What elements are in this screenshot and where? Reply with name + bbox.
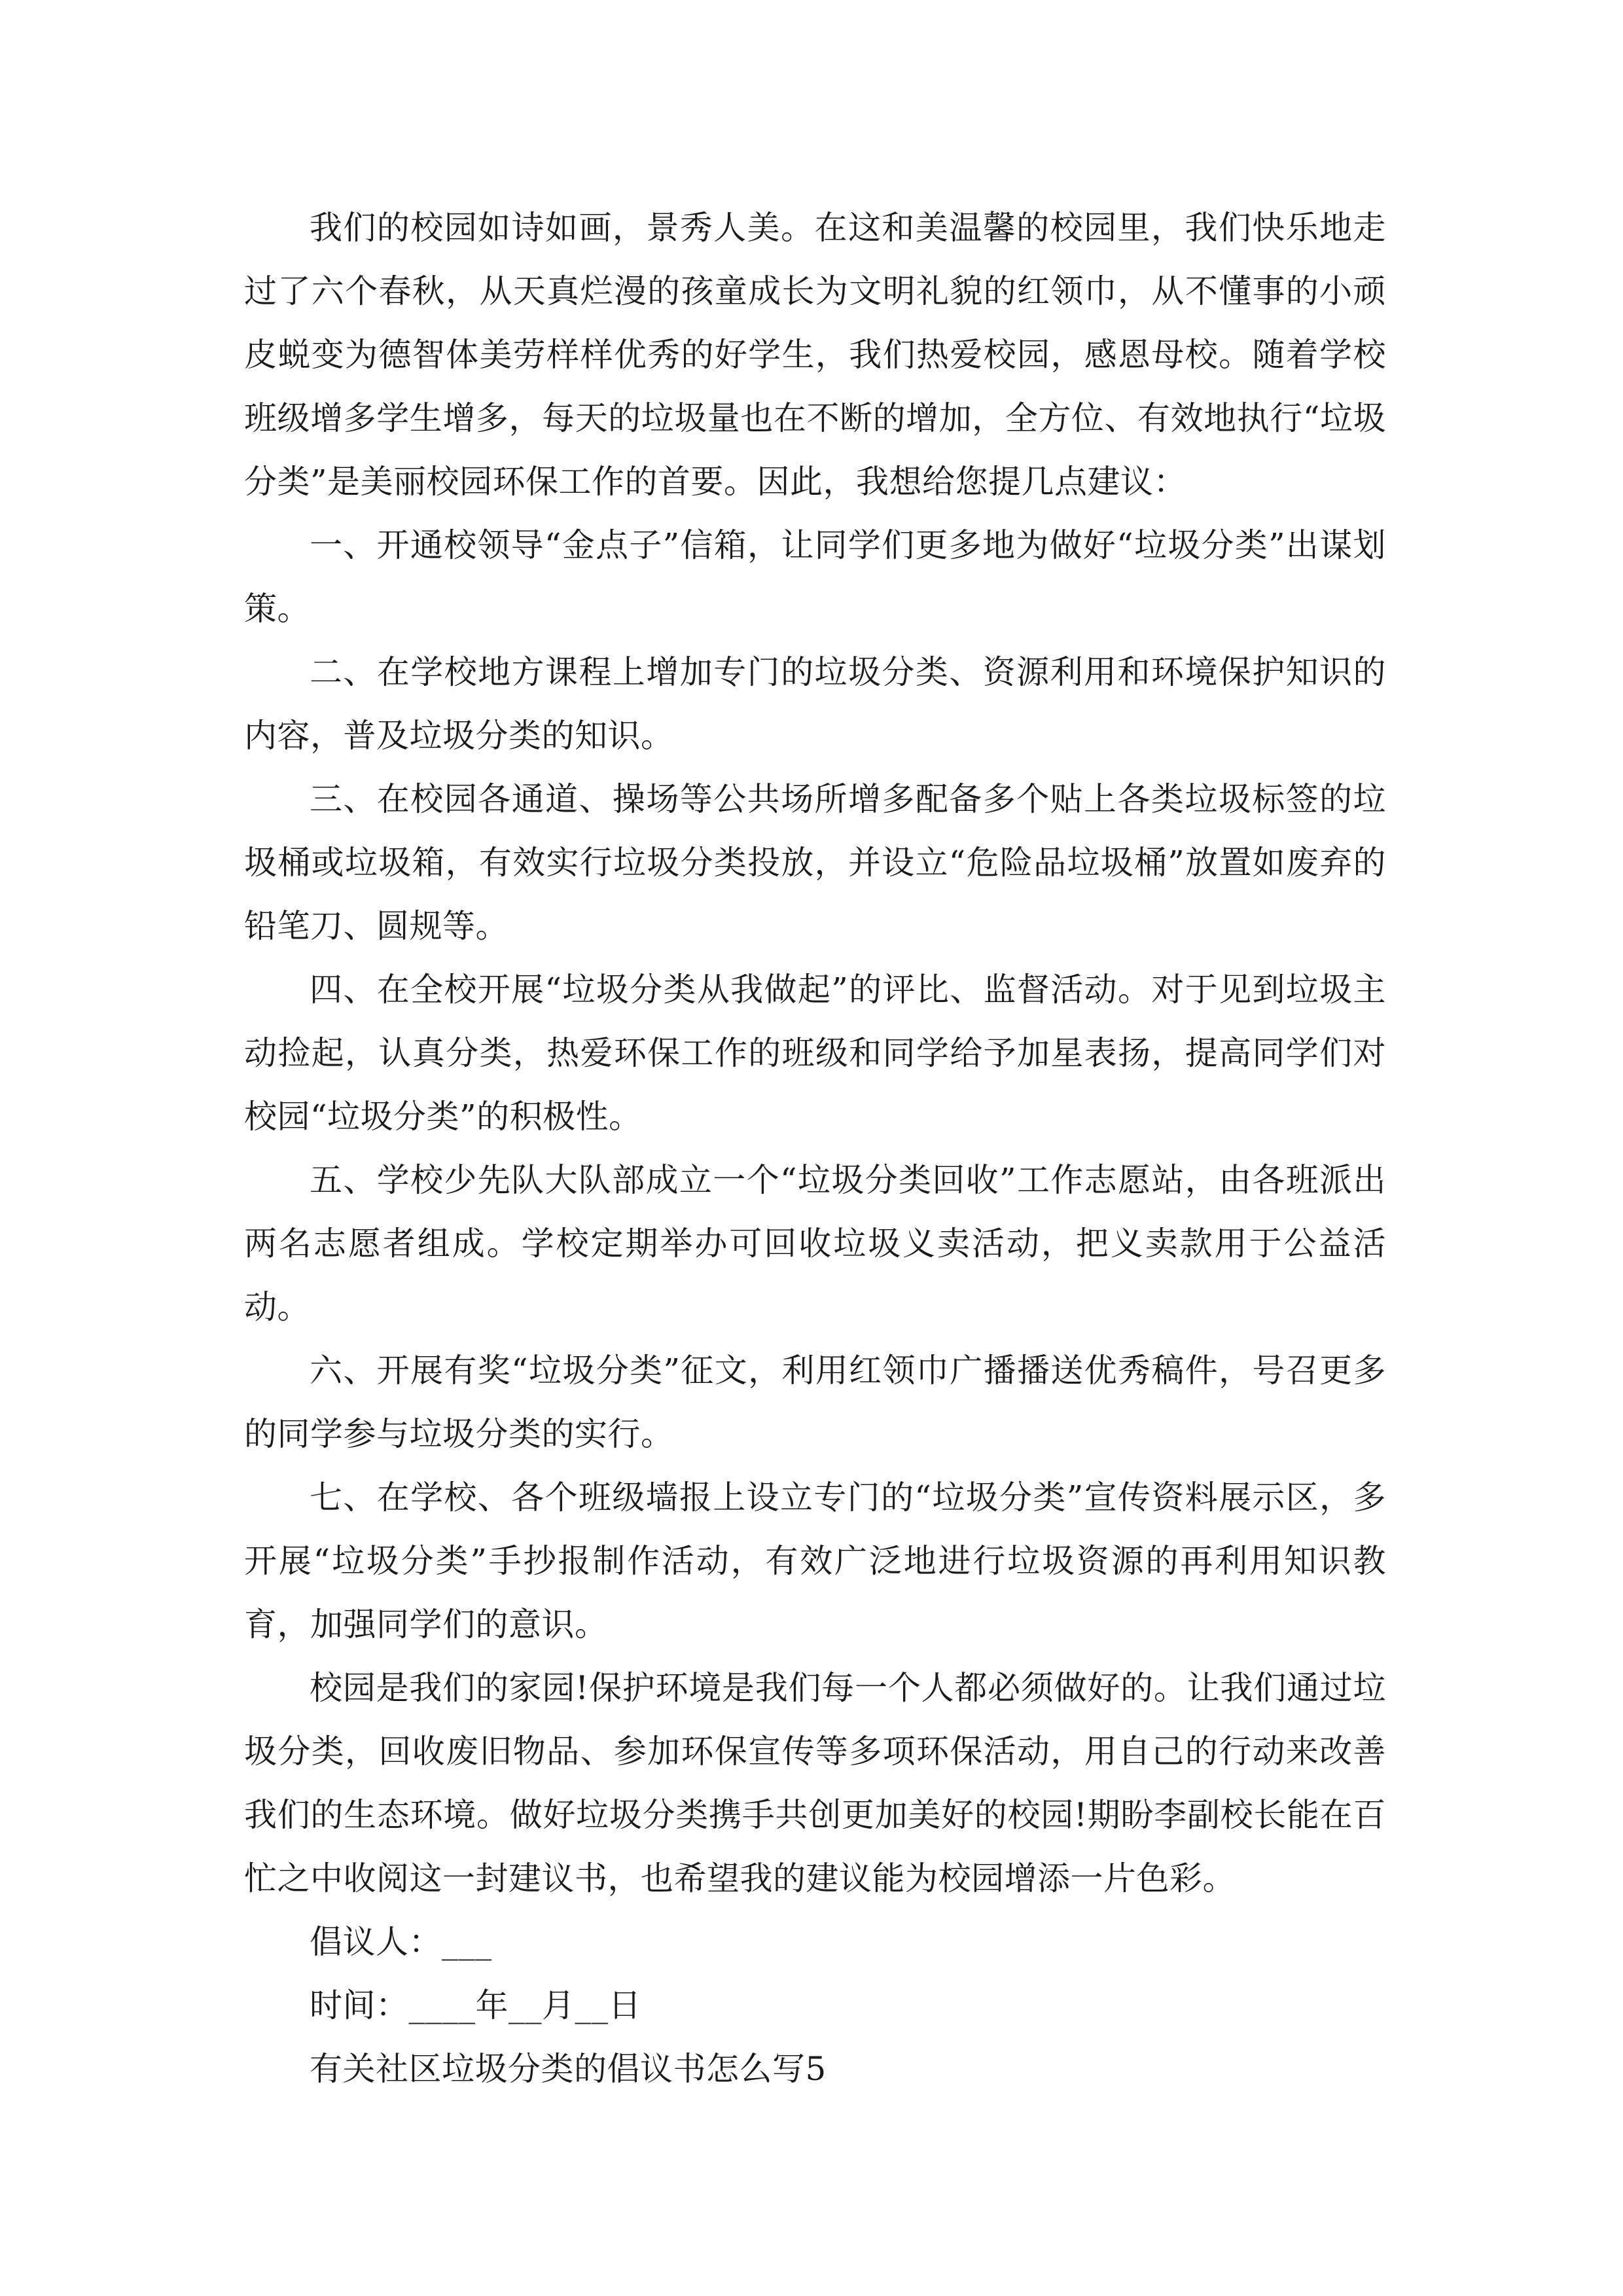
paragraph-intro: 我们的校园如诗如画，景秀人美。在这和美温馨的校园里，我们快乐地走过了六个春秋，从天真烂漫的孩童成长为文明礼貌的红领巾，从不懂事的小顽皮蜕变为德智体美劳样样优秀的好学生，我们热爱校园，感恩母校。随着学校班级增多学生增多，每天的垃圾量也在不断的增加，全方位、有效地执行“垃圾分类”是美丽校园环保工作的首要。因此，我想给您提几点建议： (244, 209, 1386, 501)
paragraph-suggestion-5: 五、学校少先队大队部成立一个“垃圾分类回收”工作志愿站，由各班派出两名志愿者组成。学校定期举办可回收垃圾义卖活动，把义卖款用于公益活动。 (244, 1161, 1386, 1326)
paragraph-suggestion-4: 四、在全校开展“垃圾分类从我做起”的评比、监督活动。对于见到垃圾主动捡起，认真分类，热爱环保工作的班级和同学给予加星表扬，提高同学们对校园“垃圾分类”的积极性。 (244, 971, 1386, 1136)
paragraph-suggestion-3: 三、在校园各通道、操场等公共场所增多配备多个贴上各类垃圾标签的垃圾桶或垃圾箱，有效实行垃圾分类投放，并设立“危险品垃圾桶”放置如废弃的铅笔刀、圆规等。 (244, 780, 1386, 945)
paragraph-suggestion-7: 七、在学校、各个班级墙报上设立专门的“垃圾分类”宣传资料展示区，多开展“垃圾分类”手抄报制作活动，有效广泛地进行垃圾资源的再利用知识教育，加强同学们的意识。 (244, 1479, 1386, 1643)
next-section-heading: 有关社区垃圾分类的倡议书怎么写5 (310, 2050, 827, 2088)
paragraph-closing: 校园是我们的家园!保护环境是我们每一个人都必须做好的。让我们通过垃圾分类，回收废旧物品、参加环保宣传等多项环保活动，用自己的行动来改善我们的生态环境。做好垃圾分类携手共创更加美好的校园!期盼李副校长能在百忙之中收阅这一封建议书，也希望我的建议能为校园增添一片色彩。 (244, 1669, 1386, 1897)
signature-line: 倡议人：___ (310, 1923, 492, 1961)
document-body (244, 196, 1386, 2101)
date-line: 时间：____年__月__日 (310, 1986, 641, 2024)
paragraph-suggestion-6: 六、开展有奖“垃圾分类”征文，利用红领巾广播播送优秀稿件，号召更多的同学参与垃圾分类的实行。 (244, 1352, 1386, 1453)
paragraph-suggestion-1: 一、开通校领导“金点子”信箱，让同学们更多地为做好“垃圾分类”出谋划策。 (244, 526, 1386, 628)
paragraph-suggestion-2: 二、在学校地方课程上增加专门的垃圾分类、资源利用和环境保护知识的内容，普及垃圾分类的知识。 (244, 653, 1386, 755)
